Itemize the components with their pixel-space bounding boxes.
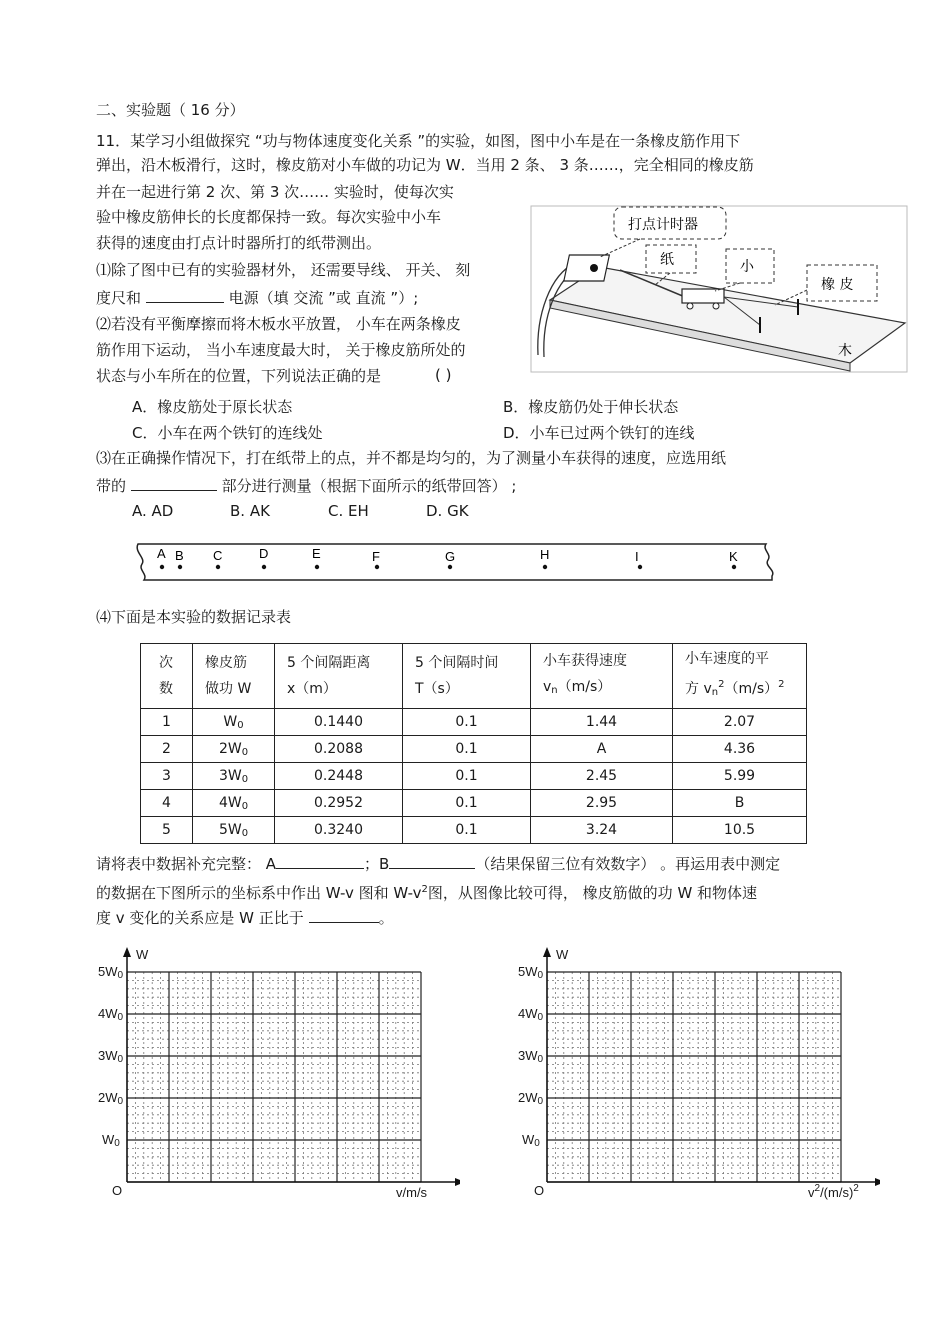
p3-option-a: A. AD — [132, 502, 174, 520]
tape-point-dot — [262, 565, 266, 569]
cell-velocity: 3.24 — [531, 817, 673, 844]
callout-pointer — [600, 239, 640, 257]
graph-instruction-line-2 — [96, 906, 394, 928]
tick-text: W — [102, 1132, 115, 1147]
header-text: 橡皮筋 — [205, 655, 247, 671]
cell-velocity: 2.95 — [531, 790, 673, 817]
fill-post: （结果保留三位有效数字） 。再运用表中测定 — [475, 855, 781, 873]
tick-sub: 0 — [117, 1012, 124, 1023]
tick-sub: 0 — [117, 1054, 124, 1065]
part2-line-1: ⑵若没有平衡摩擦而将木板水平放置， 小车在两条橡皮 — [96, 315, 461, 333]
label-rubber: 橡 皮 — [821, 277, 854, 293]
question-intro-line-2: 弹出，沿木板滑行，这时，橡皮筋对小车做的功记为 W．当用 2 条、 3 条……，完全相同的橡皮筋 — [96, 156, 754, 174]
y-tick-1w — [522, 1132, 540, 1149]
p3-option-c: C. EH — [328, 502, 369, 520]
paper-tape-strip — [126, 536, 786, 588]
tape-point-label: B — [175, 548, 184, 563]
graph-instr-a: 的数据在下图所示的坐标系中作出 W-v 图和 W-v — [96, 884, 422, 902]
cell-velocity-squared: 2.07 — [673, 709, 807, 736]
cell-work: $2W_0$ — [193, 736, 275, 763]
part3-line-1: ⑶在正确操作情况下，打在纸带上的点，并不都是均匀的，为了测量小车获得的速度，应选用纸 — [96, 449, 727, 467]
x-axis-arrow — [455, 1178, 460, 1186]
question-intro-line-1: 11．某学习小组做探究 “功与物体速度变化关系 ”的实验，如图，图中小车是在一条橡皮筋作用下 — [96, 132, 741, 150]
cell-work: $W_0$ — [193, 709, 275, 736]
cart-wheel — [687, 303, 693, 309]
part1-line-1: ⑴除了图中已有的实验器材外， 还需要导线、 开关、 刻 — [96, 261, 471, 279]
part1-line-2 — [96, 286, 418, 308]
tick-sub: 0 — [537, 970, 544, 981]
axis-v: v — [808, 1185, 815, 1200]
cell-time: 0.1 — [403, 790, 531, 817]
cell-index: 5 — [141, 817, 193, 844]
tick-text: 3W — [518, 1048, 538, 1063]
table-row — [141, 736, 807, 763]
header-text: 小车获得速度 — [543, 653, 627, 669]
answer-blank-segment[interactable] — [131, 474, 217, 491]
part2-line-3 — [96, 366, 381, 386]
header-v: 方 v — [685, 681, 712, 697]
table-body — [141, 709, 807, 844]
cell-work: $4W_0$ — [193, 790, 275, 817]
label-cart: 小 — [740, 259, 754, 275]
cell-velocity-squared: B — [673, 790, 807, 817]
graph-instr-b-pre: 度 v 变化的关系应是 W 正比于 — [96, 909, 304, 927]
label-board: 木 — [838, 343, 852, 359]
x-axis-label — [808, 1183, 859, 1200]
y-tick-4w — [518, 1006, 543, 1023]
tape-point-dot — [638, 565, 642, 569]
part4-title: ⑷下面是本实验的数据记录表 — [96, 608, 292, 626]
y-tick-5w — [98, 964, 123, 981]
header-sup: 2 — [718, 679, 725, 690]
y-axis-arrow — [543, 947, 551, 957]
x-axis-arrow — [875, 1178, 880, 1186]
tape-point-dot — [216, 565, 220, 569]
answer-paren[interactable]: ( ) — [435, 366, 452, 384]
cell-velocity-squared: 5.99 — [673, 763, 807, 790]
y-tick-5w — [518, 964, 543, 981]
cell-index: 2 — [141, 736, 193, 763]
graph-w-v2 — [500, 945, 880, 1205]
tape-point-dot — [732, 565, 736, 569]
tick-sub: 0 — [114, 1138, 120, 1149]
tick-sub: 0 — [537, 1054, 544, 1065]
origin-label: O — [112, 1183, 123, 1198]
cart-wheel — [713, 303, 719, 309]
cell-time: 0.1 — [403, 736, 531, 763]
cell-distance: 0.2088 — [275, 736, 403, 763]
part3-pre: 带的 — [96, 477, 127, 495]
part2-stem: 状态与小车所在的位置，下列说法正确的是 — [96, 367, 382, 385]
timer-device — [564, 255, 610, 281]
header-text: 做功 W — [205, 681, 252, 697]
header-velocity-squared — [673, 644, 807, 709]
y-tick-1w — [102, 1132, 120, 1149]
part1-post: 电源（填 交流 ”或 直流 ”）; — [228, 289, 419, 307]
answer-blank-b[interactable] — [389, 852, 475, 869]
tick-text: W — [522, 1132, 535, 1147]
tick-text: 2W — [518, 1090, 538, 1105]
header-time — [403, 644, 531, 709]
table-row — [141, 709, 807, 736]
x-axis-label: v/m/s — [396, 1185, 428, 1200]
origin-label: O — [534, 1183, 545, 1198]
header-unit: （m/s） — [724, 681, 779, 697]
cell-velocity: 2.45 — [531, 763, 673, 790]
axis-unit: /(m/s) — [820, 1185, 854, 1200]
header-sub: n — [551, 685, 558, 696]
tape-point-dot — [178, 565, 182, 569]
table-row — [141, 763, 807, 790]
tape-point-label: H — [540, 547, 550, 562]
tape-point-label: D — [259, 546, 269, 561]
cell-time: 0.1 — [403, 709, 531, 736]
header-sup: 2 — [778, 679, 785, 690]
header-text: x（m） — [287, 681, 337, 697]
y-axis-label: W — [136, 947, 149, 962]
grid-w-v[interactable] — [80, 945, 460, 1205]
cell-index: 3 — [141, 763, 193, 790]
option-c: C．小车在两个铁钉的连线处 — [132, 424, 323, 442]
grid-w-v2[interactable] — [500, 945, 880, 1205]
graph-instr-sup: 2 — [421, 884, 428, 895]
tape-point-label: C — [213, 548, 223, 563]
apparatus-figure — [530, 205, 908, 373]
answer-blank-relation[interactable] — [309, 906, 379, 923]
tick-sub: 0 — [537, 1012, 544, 1023]
header-index — [141, 644, 193, 709]
graph-w-v — [80, 945, 460, 1205]
header-work — [193, 644, 275, 709]
option-d: D．小车已过两个铁钉的连线 — [503, 424, 695, 442]
option-a: A．橡皮筋处于原长状态 — [132, 398, 293, 416]
header-velocity — [531, 644, 673, 709]
cell-distance: 0.2448 — [275, 763, 403, 790]
header-text: T（s） — [415, 681, 459, 697]
y-axis-arrow — [123, 947, 131, 957]
cell-velocity: A — [531, 736, 673, 763]
tick-text: 4W — [98, 1006, 118, 1021]
cart — [682, 289, 724, 303]
y-tick-2w — [98, 1090, 123, 1107]
header-text: 数 — [159, 681, 173, 697]
cell-work: $3W_0$ — [193, 763, 275, 790]
data-table — [140, 643, 807, 844]
cell-distance: 0.1440 — [275, 709, 403, 736]
tape-point-dot — [315, 565, 319, 569]
tape-point-label: F — [372, 549, 380, 564]
cell-velocity: 1.44 — [531, 709, 673, 736]
part3-line-2 — [96, 474, 516, 496]
graph-instruction-line-1 — [96, 880, 757, 903]
p3-option-d: D. GK — [426, 502, 469, 520]
header-text: 小车速度的平 — [685, 651, 769, 667]
p3-option-b: B. AK — [230, 502, 270, 520]
label-paper: 纸 — [660, 252, 674, 268]
graph-instr-b-post: 。 — [378, 909, 394, 927]
tape-point-label: A — [157, 546, 166, 561]
section-title: 二、实验题（ 16 分） — [96, 101, 245, 119]
y-tick-4w — [98, 1006, 123, 1023]
answer-blank-power[interactable] — [146, 286, 224, 303]
header-distance — [275, 644, 403, 709]
header-text — [685, 672, 806, 706]
tape-point-dot — [543, 565, 547, 569]
header-sub: n — [711, 687, 719, 698]
axis-sup: 2 — [814, 1183, 821, 1194]
part2-line-2: 筋作用下运动， 当小车速度最大时， 关于橡皮筋所处的 — [96, 341, 466, 359]
label-timer: 打点计时器 — [628, 217, 698, 233]
header-unit: （m/s） — [557, 679, 612, 695]
y-tick-2w — [518, 1090, 543, 1107]
cell-work: $5W_0$ — [193, 817, 275, 844]
y-tick-3w — [98, 1048, 123, 1065]
tick-text: 5W — [518, 964, 538, 979]
cell-time: 0.1 — [403, 763, 531, 790]
header-text — [543, 674, 672, 704]
part1-pre: 度尺和 — [96, 289, 142, 307]
tick-sub: 0 — [534, 1138, 540, 1149]
answer-blank-a[interactable] — [276, 852, 364, 869]
fill-line — [96, 852, 780, 874]
cell-distance: 0.2952 — [275, 790, 403, 817]
tick-sub: 0 — [537, 1096, 544, 1107]
tick-text: 4W — [518, 1006, 538, 1021]
question-intro-line-4: 验中橡皮筋伸长的长度都保持一致。每次实验中小车 — [96, 208, 442, 226]
tape-point-label: I — [635, 549, 639, 564]
tape-point-label: E — [312, 546, 321, 561]
table-row — [141, 790, 807, 817]
cell-index: 4 — [141, 790, 193, 817]
cell-time: 0.1 — [403, 817, 531, 844]
tick-text: 3W — [98, 1048, 118, 1063]
header-text: 5 个间隔距离 — [287, 655, 371, 671]
y-axis-label: W — [556, 947, 569, 962]
tape-point-label: G — [445, 549, 456, 564]
table-header-row — [141, 644, 807, 709]
tape-point-dot — [448, 565, 452, 569]
tick-sub: 0 — [117, 970, 124, 981]
header-v: v — [543, 679, 552, 695]
tape-point-dot — [160, 565, 164, 569]
option-b: B．橡皮筋仍处于伸长状态 — [503, 398, 679, 416]
tape-point-label: K — [729, 549, 738, 564]
tick-text: 2W — [98, 1090, 118, 1105]
cell-velocity-squared: 10.5 — [673, 817, 807, 844]
graph-instr-post: 图，从图像比较可得， 橡皮筋做的功 W 和物体速 — [427, 884, 758, 902]
cell-distance: 0.3240 — [275, 817, 403, 844]
axis-sup: 2 — [853, 1183, 859, 1194]
table-row — [141, 817, 807, 844]
y-tick-3w — [518, 1048, 543, 1065]
part3-post: 部分进行测量（根据下面所示的纸带回答） ; — [221, 477, 517, 495]
timer-knob — [590, 264, 598, 272]
fill-mid: ；B — [364, 855, 390, 873]
tick-text: 5W — [98, 964, 118, 979]
cell-velocity-squared: 4.36 — [673, 736, 807, 763]
cell-index: 1 — [141, 709, 193, 736]
tick-sub: 0 — [117, 1096, 124, 1107]
header-text: 5 个间隔时间 — [415, 655, 499, 671]
header-text: 次 — [159, 655, 173, 671]
tape-point-dot — [375, 565, 379, 569]
fill-pre: 请将表中数据补充完整： A — [96, 855, 277, 873]
question-intro-line-3: 并在一起进行第 2 次、第 3 次…… 实验时，使每次实 — [96, 183, 454, 201]
question-intro-line-5: 获得的速度由打点计时器所打的纸带测出。 — [96, 234, 382, 252]
